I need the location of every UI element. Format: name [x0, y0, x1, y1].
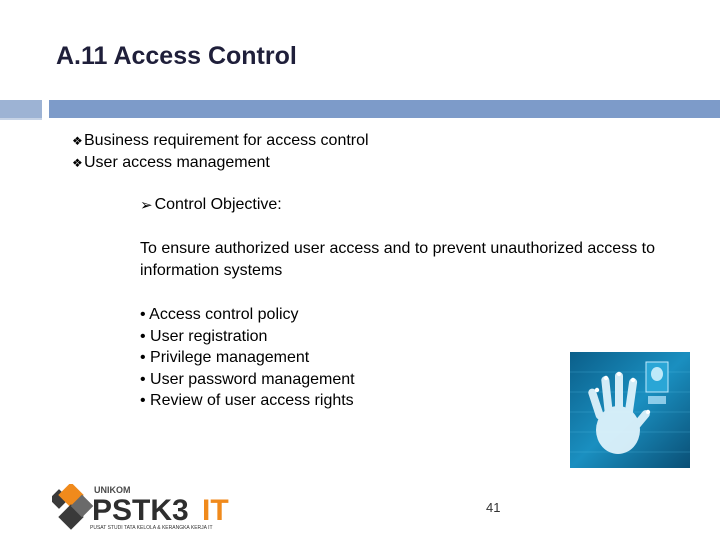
bullet-text: User access management: [84, 154, 270, 171]
page-number: 41: [486, 500, 501, 515]
header-bar: [49, 100, 720, 118]
handprint-scan-image: [570, 352, 690, 468]
logo-main-text: PSTK3: [92, 494, 189, 527]
list-item: • User password management: [140, 370, 355, 388]
objective-text: To ensure authorized user access and to prevent unauthorized access to information systems: [140, 240, 655, 279]
pstk3it-logo: [52, 484, 242, 532]
list-item: • Access control policy: [140, 306, 299, 323]
bullet-row: [72, 152, 369, 174]
list-item: • Review of user access rights: [140, 392, 354, 410]
header-bar-left-stripe: [0, 118, 42, 120]
list-item: • User registration: [140, 327, 268, 345]
slide-title: A.11 Access Control: [56, 42, 297, 70]
diamond-bullet-icon: ❖: [72, 134, 83, 148]
header-bar-gap: [42, 100, 49, 118]
diamond-bullet-icon: ❖: [72, 156, 83, 170]
bullet-text: Business requirement for access control: [84, 132, 369, 149]
bullet-row: [72, 130, 369, 152]
control-objective-heading: [140, 196, 282, 214]
objective-label: Control Objective:: [154, 196, 282, 213]
control-list: [140, 304, 355, 412]
top-bullets: [72, 130, 369, 174]
logo-accent-text: IT: [202, 494, 229, 527]
logo-mark-icon: [52, 484, 93, 530]
arrow-bullet-icon: ➢: [140, 197, 153, 214]
logo-top-text: UNIKOM: [94, 485, 131, 495]
header-bar-left: [0, 100, 42, 118]
list-item: • Privilege management: [140, 349, 310, 367]
logo-tagline: PUSAT STUDI TATA KELOLA & KERANGKA KERJA IT: [90, 525, 213, 531]
